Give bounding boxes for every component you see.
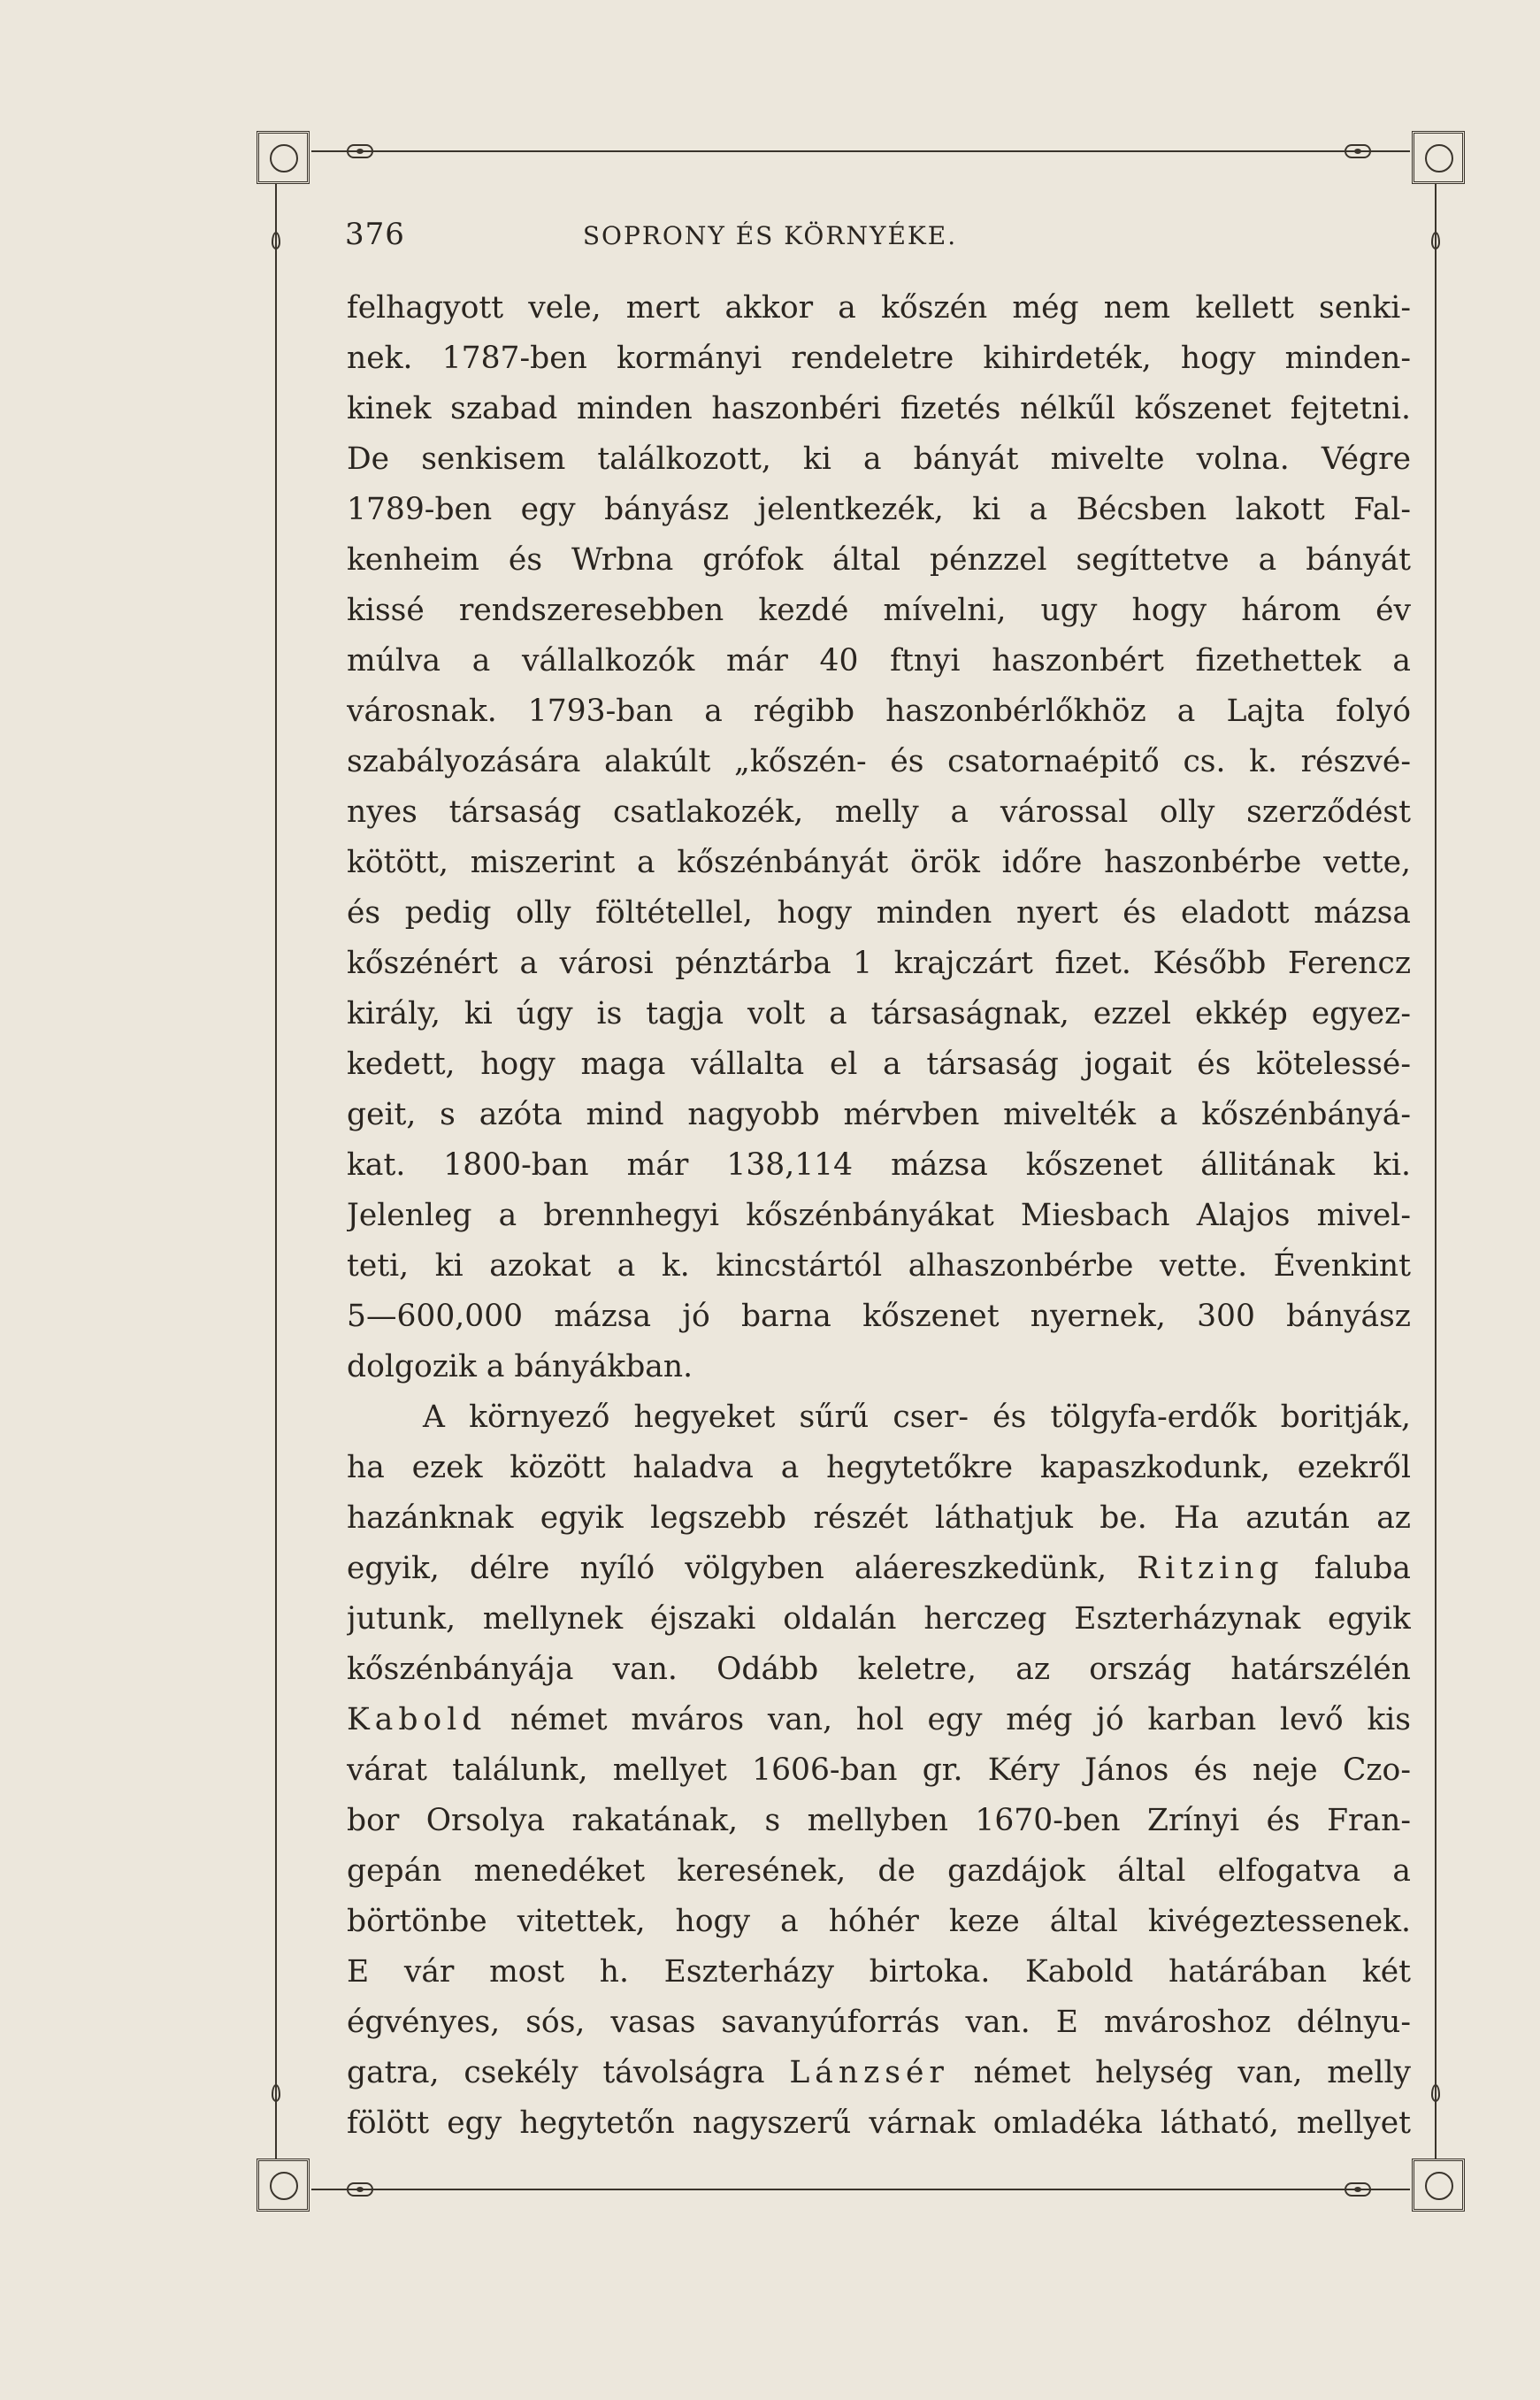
text-segment: szabályozására alakúlt „kőszén- és csatornaépitő cs. k. részvé- bbox=[347, 744, 1411, 779]
text-segment: egyik, délre nyíló völgyben aláereszkedünk, bbox=[347, 1551, 1138, 1586]
text-line bbox=[347, 1947, 1411, 1997]
text-segment: bor Orsolya rakatának, s mellyben 1670-ben Zrínyi és Fran- bbox=[347, 1803, 1411, 1838]
body-text bbox=[347, 283, 1411, 2149]
spaced-place-name: Kabold bbox=[347, 1702, 487, 1737]
text-segment: égvényes, sós, vasas savanyúforrás van. E mvároshoz délnyu- bbox=[347, 2005, 1411, 2040]
text-line bbox=[347, 989, 1411, 1039]
text-segment: kat. 1800-ban már 138,114 mázsa kőszenet állitának ki. bbox=[347, 1147, 1411, 1183]
text-line bbox=[347, 888, 1411, 939]
text-line bbox=[347, 787, 1411, 838]
text-segment: geit, s azóta mind nagyobb mérvben mivelték a kőszénbányá- bbox=[347, 1097, 1411, 1132]
text-segment: kissé rendszeresebben kezdé mívelni, ugy hogy három év bbox=[347, 593, 1411, 628]
text-segment: teti, ki azokat a k. kincstártól alhaszonbérbe vette. Évenkint bbox=[347, 1248, 1411, 1284]
text-line bbox=[347, 1796, 1411, 1846]
right-rule bbox=[1435, 184, 1437, 2158]
knot-ornament-top-left bbox=[347, 144, 373, 158]
bottom-rule bbox=[311, 2189, 1410, 2190]
text-segment: városnak. 1793-ban a régibb haszonbérlőkhöz a Lajta folyó bbox=[347, 694, 1411, 729]
text-line bbox=[347, 1039, 1411, 1090]
text-segment: hazánknak egyik legszebb részét láthatjuk be. Ha azután az bbox=[347, 1500, 1411, 1536]
text-segment: nyes társaság csatlakozék, melly a várossal olly szerződést bbox=[347, 794, 1411, 830]
text-line bbox=[347, 1846, 1411, 1897]
knot-ornament-bottom-left bbox=[347, 2182, 373, 2197]
text-line bbox=[347, 737, 1411, 787]
text-segment: 5—600,000 mázsa jó barna kőszenet nyernek, 300 bányász bbox=[347, 1299, 1411, 1334]
text-line bbox=[347, 2048, 1411, 2098]
text-line bbox=[347, 434, 1411, 485]
corner-ornament-top-right bbox=[1412, 131, 1465, 184]
text-segment: gepán menedéket keresének, de gazdájok által elfogatva a bbox=[347, 1853, 1411, 1889]
text-line bbox=[347, 1695, 1411, 1745]
corner-ornament-top-left bbox=[257, 131, 310, 184]
text-line bbox=[347, 636, 1411, 686]
fleuron-ornament-right-bottom bbox=[1429, 2084, 1443, 2114]
text-line bbox=[347, 485, 1411, 535]
corner-ornament-bottom-right bbox=[1412, 2158, 1465, 2212]
text-line bbox=[347, 1645, 1411, 1695]
text-line bbox=[347, 1191, 1411, 1241]
text-line bbox=[347, 1493, 1411, 1544]
text-line bbox=[347, 1997, 1411, 2048]
spaced-place-name: Ritzing bbox=[1137, 1551, 1284, 1586]
text-line bbox=[347, 1292, 1411, 1342]
text-line bbox=[347, 838, 1411, 888]
text-segment: Jelenleg a brennhegyi kőszénbányákat Miesbach Alajos mivel- bbox=[347, 1198, 1411, 1233]
text-segment: és pedig olly föltétellel, hogy minden nyert és eladott mázsa bbox=[347, 895, 1411, 931]
text-segment: kőszénbányája van. Odább keletre, az ország határszélén bbox=[347, 1652, 1411, 1687]
text-segment: német mváros van, hol egy még jó karban levő kis bbox=[487, 1702, 1411, 1737]
running-title: SOPRONY ÉS KÖRNYÉKE. bbox=[582, 221, 958, 250]
text-segment: fölött egy hegytetőn nagyszerű várnak omladéka látható, mellyet bbox=[347, 2105, 1411, 2141]
text-segment: német helység van, melly bbox=[948, 2055, 1411, 2090]
text-segment: kenheim és Wrbna grófok által pénzzel segíttetve a bányát bbox=[347, 542, 1411, 578]
text-line bbox=[347, 1443, 1411, 1493]
text-line bbox=[347, 1745, 1411, 1796]
text-segment: király, ki úgy is tagja volt a társaságnak, ezzel ekkép egyez- bbox=[347, 996, 1411, 1031]
text-segment: kőszénért a városi pénztárba 1 krajczárt fizet. Később Ferencz bbox=[347, 946, 1411, 981]
text-line bbox=[347, 586, 1411, 636]
text-segment: börtönbe vitettek, hogy a hóhér keze által kivégeztessenek. bbox=[347, 1904, 1411, 1939]
text-segment: E vár most h. Eszterházy birtoka. Kabold határában két bbox=[347, 1954, 1411, 1990]
text-segment: nek. 1787-ben kormányi rendeletre kihirdeték, hogy minden- bbox=[347, 341, 1411, 376]
text-segment: De senkisem találkozott, ki a bányát mivelte volna. Végre bbox=[347, 441, 1411, 477]
text-line bbox=[347, 1140, 1411, 1191]
text-line bbox=[347, 1594, 1411, 1645]
text-segment: kinek szabad minden haszonbéri fizetés nélkűl kőszenet fejtetni. bbox=[347, 391, 1411, 426]
text-segment: ha ezek között haladva a hegytetőkre kapaszkodunk, ezekről bbox=[347, 1450, 1411, 1485]
text-line bbox=[347, 1392, 1411, 1443]
corner-ornament-bottom-left bbox=[257, 2158, 310, 2212]
text-line bbox=[347, 1090, 1411, 1140]
text-segment: dolgozik a bányákban. bbox=[347, 1349, 693, 1384]
text-segment: felhagyott vele, mert akkor a kőszén még nem kellett senki- bbox=[347, 290, 1411, 326]
text-line bbox=[347, 334, 1411, 384]
text-line bbox=[347, 1241, 1411, 1292]
text-segment: múlva a vállalkozók már 40 ftnyi haszonbért fizethettek a bbox=[347, 643, 1411, 679]
text-line bbox=[347, 2098, 1411, 2149]
text-line bbox=[347, 535, 1411, 586]
text-segment: 1789-ben egy bányász jelentkezék, ki a Bécsben lakott Fal- bbox=[347, 492, 1411, 527]
text-segment: kötött, miszerint a kőszénbányát örök időre haszonbérbe vette, bbox=[347, 845, 1411, 880]
knot-ornament-bottom-right bbox=[1345, 2182, 1371, 2197]
knot-ornament-top-right bbox=[1345, 144, 1371, 158]
text-segment: várat találunk, mellyet 1606-ban gr. Kéry János és neje Czo- bbox=[347, 1752, 1411, 1788]
text-line bbox=[347, 1897, 1411, 1947]
text-segment: faluba bbox=[1283, 1551, 1411, 1586]
text-line bbox=[347, 1544, 1411, 1594]
text-line bbox=[347, 283, 1411, 334]
text-line bbox=[347, 686, 1411, 737]
text-segment: jutunk, mellynek éjszaki oldalán herczeg Eszterházynak egyik bbox=[347, 1601, 1411, 1637]
text-line bbox=[347, 1342, 1411, 1392]
page-number: 376 bbox=[345, 217, 405, 252]
text-line bbox=[347, 939, 1411, 989]
spaced-place-name: Lánzsér bbox=[789, 2055, 949, 2090]
fleuron-ornament-left-bottom bbox=[269, 2084, 283, 2114]
text-segment: A környező hegyeket sűrű cser- és tölgyfa-erdők boritják, bbox=[423, 1399, 1411, 1435]
text-segment: gatra, csekély távolságra bbox=[347, 2055, 790, 2090]
text-line bbox=[347, 384, 1411, 434]
text-segment: kedett, hogy maga vállalta el a társaság jogait és kötelessé- bbox=[347, 1047, 1411, 1082]
top-rule bbox=[311, 150, 1410, 152]
left-rule bbox=[275, 184, 277, 2158]
